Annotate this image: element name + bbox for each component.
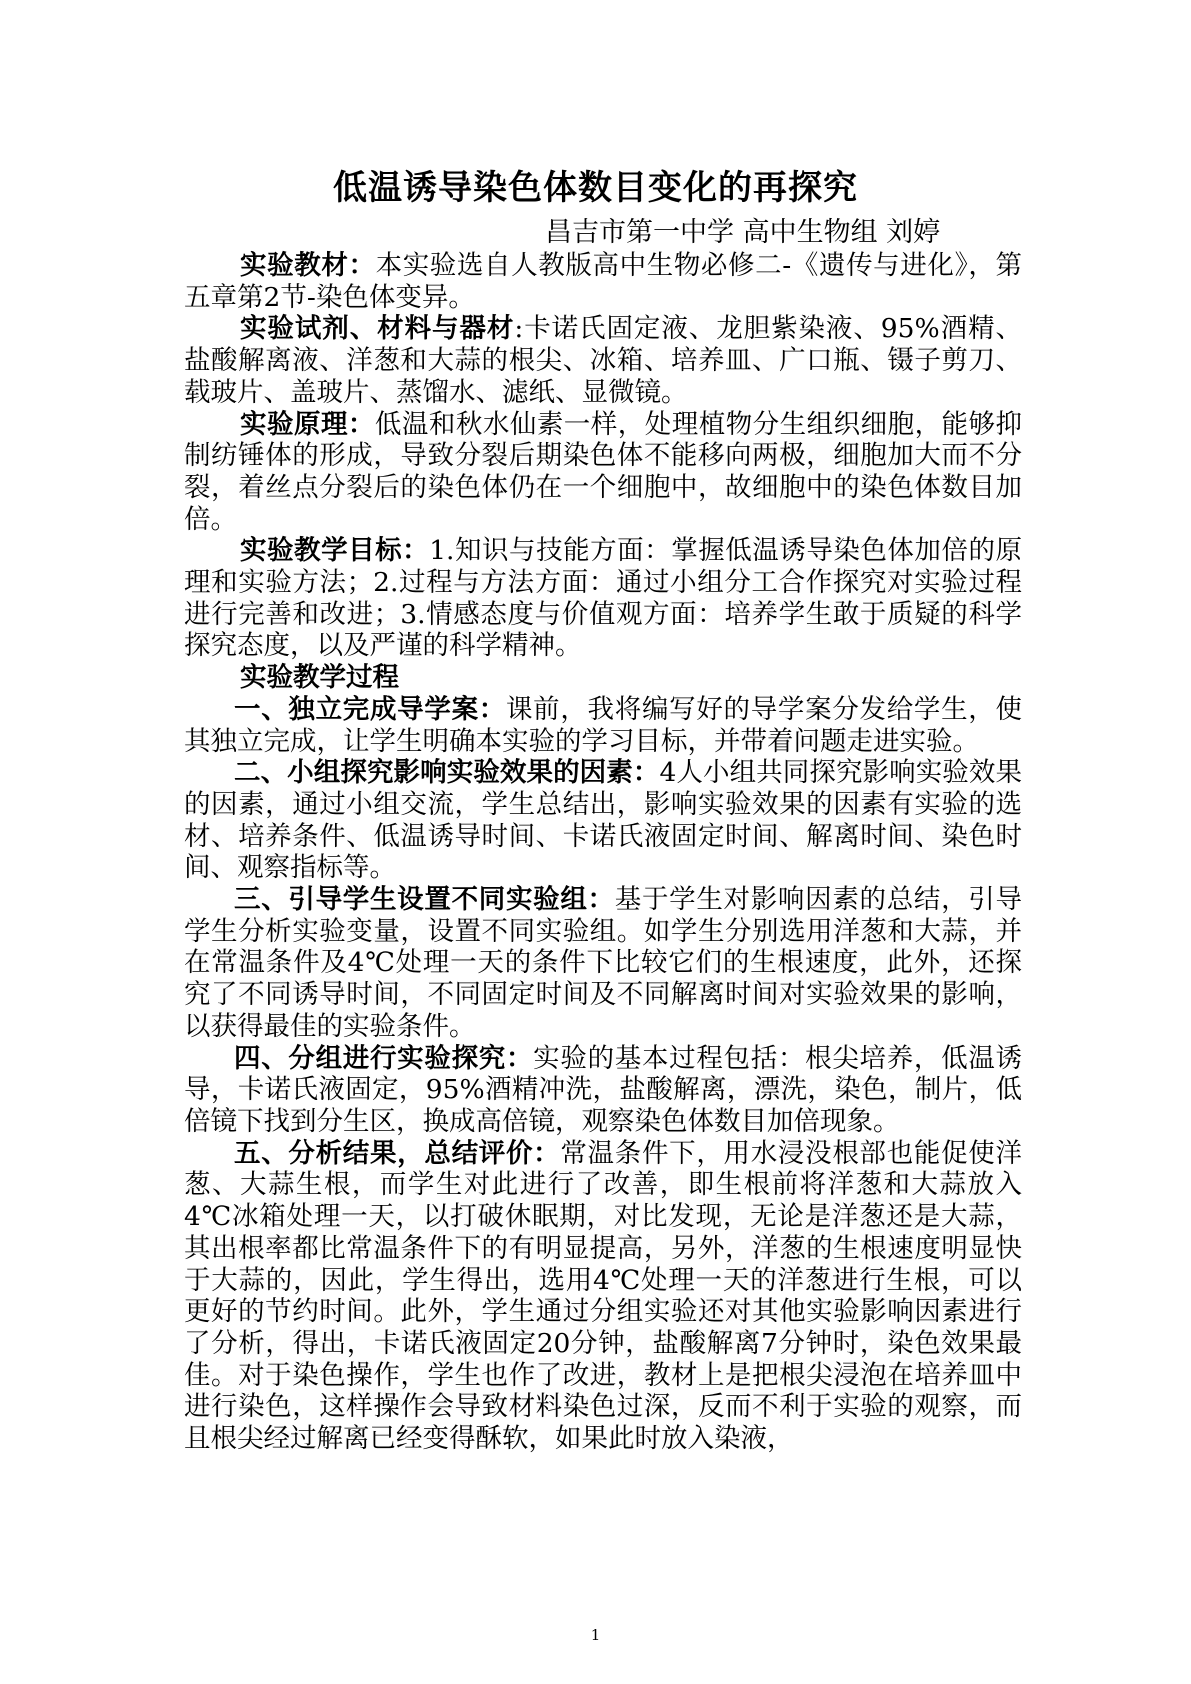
step-5-lead: 五、分析结果，总结评价： — [234, 1137, 561, 1169]
document-title: 低温诱导染色体数目变化的再探究 — [333, 168, 858, 208]
author-line: 昌吉市第一中学 高中生物组 刘婷 — [545, 217, 941, 248]
reagents-text: :卡诺氏固定液、龙胆紫染液、95%酒精、盐酸解离液、洋葱和大蒜的根尖、冰箱、培养皿、广口瓶、镊子剪刀、载玻片、盖玻片、蒸馏水、滤纸、显微镜。 — [184, 313, 1022, 408]
reagents-lead: 实验试剂、材料与器材 — [240, 313, 515, 345]
step-4-lead: 四、分组进行实验探究： — [234, 1042, 534, 1074]
document-body — [184, 250, 1022, 1455]
step-2-paragraph — [184, 757, 1022, 884]
principle-text: 低温和秋水仙素一样，处理植物分生组织细胞，能够抑制纺锤体的形成，导致分裂后期染色体不能移向两极，细胞加大而不分裂，着丝点分裂后的染色体仍在一个细胞中，故细胞中的染色体数目加倍。 — [184, 408, 1023, 535]
step-1-text: 课前，我将编写好的导学案分发给学生，使其独立完成，让学生明确本实验的学习目标，并带着问题走进实验。 — [184, 693, 1023, 757]
principle-lead: 实验原理： — [240, 408, 375, 440]
reagents-paragraph — [184, 313, 1022, 408]
step-1-lead: 一、独立完成导学案： — [234, 693, 506, 725]
materials-text: 本实验选自人教版高中生物必修二-《遗传与进化》，第五章第2节-染色体变异。 — [184, 250, 1022, 313]
objectives-paragraph — [184, 535, 1022, 662]
objectives-text: 1.知识与技能方面：掌握低温诱导染色体加倍的原理和实验方法；2.过程与方法方面：通过小组分工合作探究对实验过程进行完善和改进；3.情感态度与价值观方面：培养学生敢于质疑的科学探究态度，以及严谨的科学精神。 — [184, 535, 1022, 662]
step-2-lead: 二、小组探究影响实验效果的因素： — [234, 757, 660, 789]
process-heading: 实验教学过程 — [240, 662, 399, 694]
step-3-text: 基于学生对影响因素的总结，引导学生分析实验变量，设置不同实验组。如学生分别选用洋葱和大蒜，并在常温条件及4℃处理一天的条件下比较它们的生根速度，此外，还探究了不同诱导时间，不同固定时间及不同解离时间对实验效果的影响，以获得最佳的实验条件。 — [184, 884, 1022, 1042]
principle-paragraph — [184, 409, 1022, 536]
step-2-text: 4人小组共同探究影响实验效果的因素，通过小组交流，学生总结出，影响实验效果的因素有实验的选材、培养条件、低温诱导时间、卡诺氏液固定时间、解离时间、染色时间、观察指标等。 — [184, 757, 1022, 884]
step-5-text: 常温条件下，用水浸没根部也能促使洋葱、大蒜生根，而学生对此进行了改善，即生根前将洋葱和大蒜放入4℃冰箱处理一天，以打破休眠期，对比发现，无论是洋葱还是大蒜，其出根率都比常温条件下的有明显提高，另外，洋葱的生根速度明显快于大蒜的，因此，学生得出，选用4℃处理一天的洋葱进行生根，可以更好的节约时间。此外，学生通过分组实验还对其他实验影响因素进行了分析，得出，卡诺氏液固定20分钟，盐酸解离7分钟时，染色效果最佳。对于染色操作，学生也作了改进，教材上是把根尖浸泡在培养皿中进行染色，这样操作会导致材料染色过深，反而不利于实验的观察，而且根尖经过解离已经变得酥软，如果此时放入染液， — [184, 1137, 1023, 1455]
materials-paragraph — [184, 250, 1022, 313]
materials-lead: 实验教材： — [240, 250, 376, 281]
step-5-paragraph — [184, 1138, 1022, 1455]
page-number: 1 — [590, 1626, 601, 1644]
objectives-lead: 实验教学目标： — [240, 535, 430, 567]
step-4-paragraph — [184, 1043, 1022, 1138]
step-3-lead: 三、引导学生设置不同实验组： — [234, 884, 615, 916]
step-4-text: 实验的基本过程包括：根尖培养，低温诱导，卡诺氏液固定，95%酒精冲洗，盐酸解离，漂洗，染色，制片，低倍镜下找到分生区，换成高倍镜，观察染色体数目加倍现象。 — [184, 1042, 1023, 1137]
step-1-paragraph — [184, 694, 1022, 757]
step-3-paragraph — [184, 884, 1022, 1043]
